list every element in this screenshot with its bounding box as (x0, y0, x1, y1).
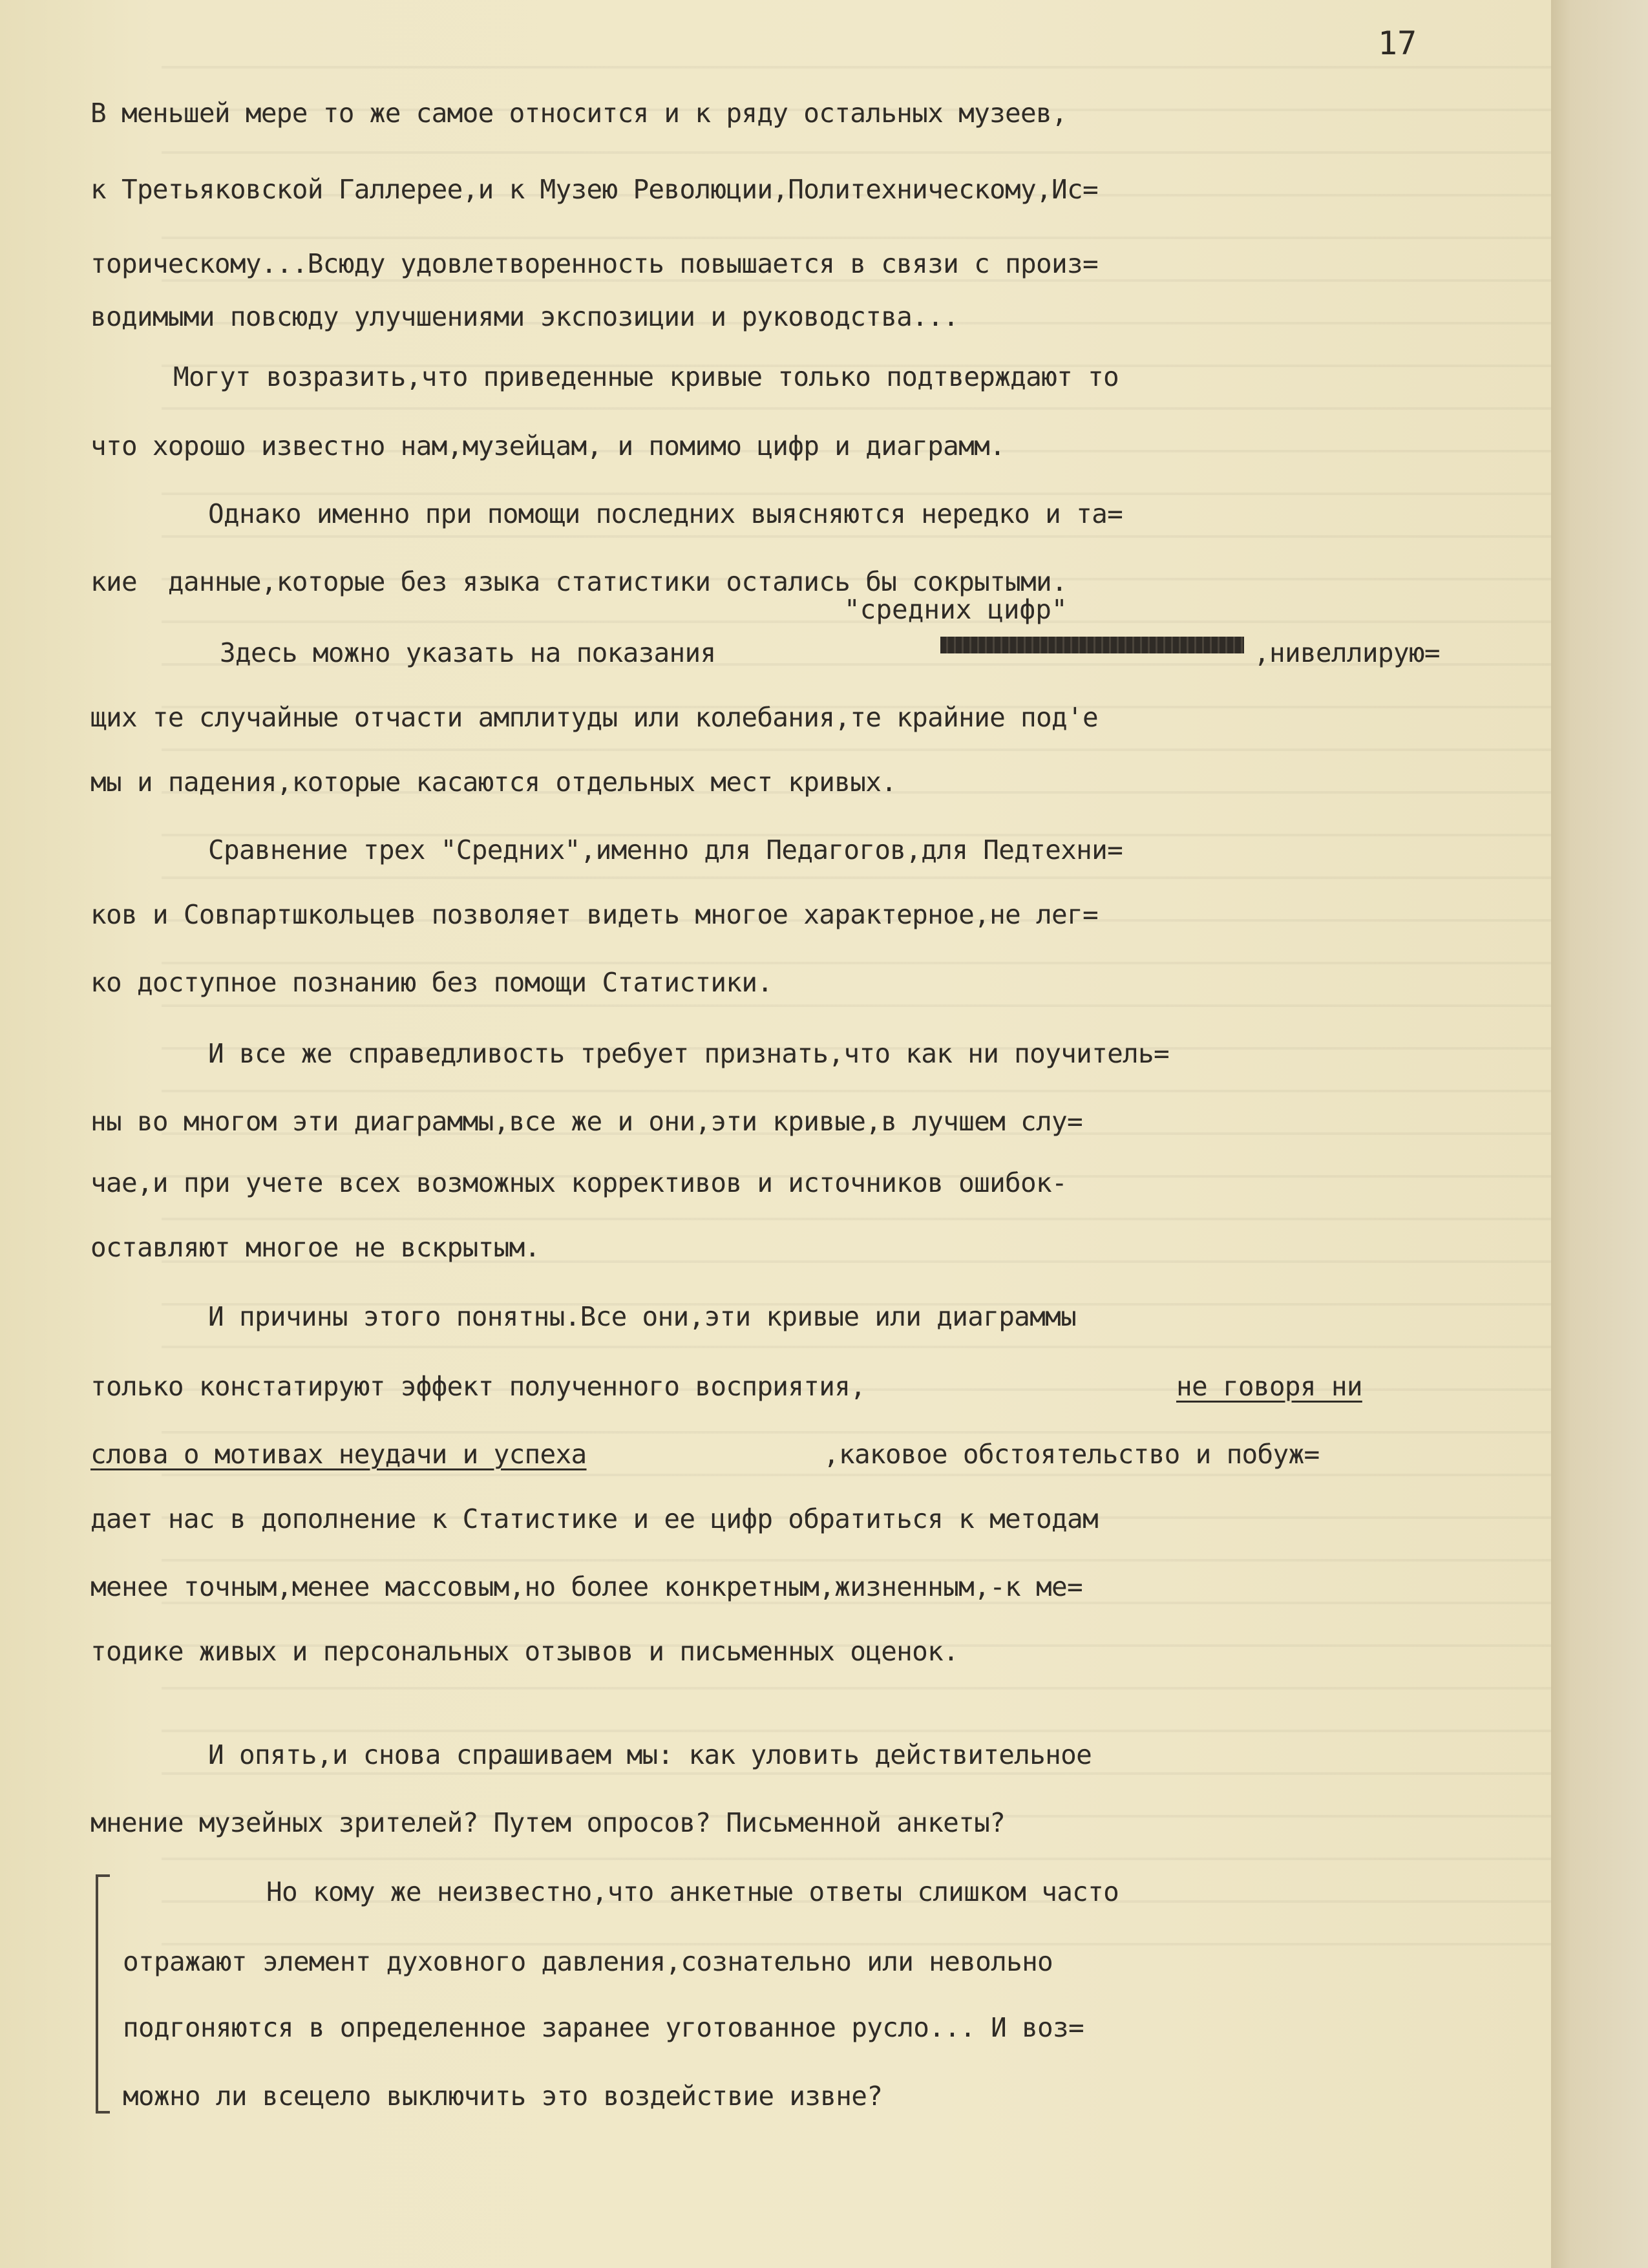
text-line-24: тодике живых и персональных отзывов и письменных оценок. (90, 1636, 959, 1667)
text-line-25: И опять,и снова спрашиваем мы: как уловить действительное (208, 1739, 1092, 1770)
text-line-18: оставляют многое не вскрытым. (90, 1232, 540, 1263)
text-line-2: к Третьяковской Галлерее,и к Музею Революции,Политехническому,Ис= (90, 174, 1098, 205)
text-line-9: Здесь можно указать на показания (220, 637, 716, 668)
margin-bracket-top (96, 1874, 110, 1877)
text-line-7: Однако именно при помощи последних выясняются нередко и та= (208, 498, 1123, 529)
text-line-11: мы и падения,которые касаются отдельных мест кривых. (90, 767, 897, 798)
text-line-15: И все же справедливость требует признать,что как ни поучитель= (208, 1038, 1170, 1069)
page-edge (1551, 0, 1648, 2268)
text-line-3: торическому...Всюду удовлетворенность повышается в связи с произ= (90, 248, 1098, 279)
text-line-17: чае,и при учете всех возможных коррективов и источников ошибок- (90, 1167, 1067, 1198)
struck-out-text (940, 637, 1244, 653)
text-line-5: Могут возразить,что приведенные кривые только подтверждают то (173, 361, 1119, 392)
text-line-26: мнение музейных зрителей? Путем опросов? Письменной анкеты? (90, 1807, 1006, 1838)
text-line-22: дает нас в дополнение к Статистике и ее цифр обратиться к методам (90, 1503, 1098, 1534)
text-line-19: И причины этого понятны.Все они,эти кривые или диаграммы (208, 1301, 1077, 1332)
text-line-13: ков и Совпартшкольцев позволяет видеть многое характерное,не лег= (90, 899, 1098, 930)
text-line-16: ны во многом эти диаграммы,все же и они,эти кривые,в лучшем слу= (90, 1106, 1083, 1137)
text-line-4: водимыми повсюду улучшениями экспозиции и руководства... (90, 301, 959, 332)
text-line-6: что хорошо известно нам,музейцам, и помимо цифр и диаграмм. (90, 430, 1006, 461)
text-line-14: ко доступное познанию без помощи Статистики. (90, 967, 773, 998)
underlined-phrase-2: слова о мотивах неудачи и успеха (90, 1439, 587, 1470)
text-line-20: только констатируют эффект полученного восприятия, (90, 1371, 866, 1402)
text-line-10: щих те случайные отчасти амплитуды или колебания,те крайние под'е (90, 702, 1098, 733)
underlined-phrase-1: не говоря ни (1176, 1371, 1362, 1402)
text-line-8: кие данные,которые без языка статистики остались бы сокрытыми. (90, 566, 1067, 597)
text-line-12: Сравнение трех "Средних",именно для Педагогов,для Педтехни= (208, 834, 1123, 865)
page-number: 17 (1378, 25, 1417, 62)
text-line-9b: ,нивеллирую= (1254, 637, 1440, 668)
handwritten-insertion: "средних цифр" (844, 594, 1068, 625)
text-line-1: В меньшей мере то же самое относится и к ряду остальных музеев, (90, 98, 1067, 129)
text-line-29: подгоняются в определенное заранее уготованное русло... И воз= (123, 2012, 1084, 2043)
margin-bracket (96, 1874, 98, 2114)
margin-bracket-bottom (96, 2111, 110, 2114)
text-line-27: Но кому же неизвестно,что анкетные ответы слишком часто (266, 1876, 1119, 1907)
text-line-21: ,каковое обстоятельство и побуж= (808, 1439, 1320, 1470)
text-line-28: отражают элемент духовного давления,сознательно или невольно (123, 1946, 1053, 1977)
text-line-30: можно ли всецело выключить это воздействие извне? (123, 2081, 883, 2112)
text-line-23: менее точным,менее массовым,но более конкретным,жизненным,-к ме= (90, 1571, 1083, 1602)
